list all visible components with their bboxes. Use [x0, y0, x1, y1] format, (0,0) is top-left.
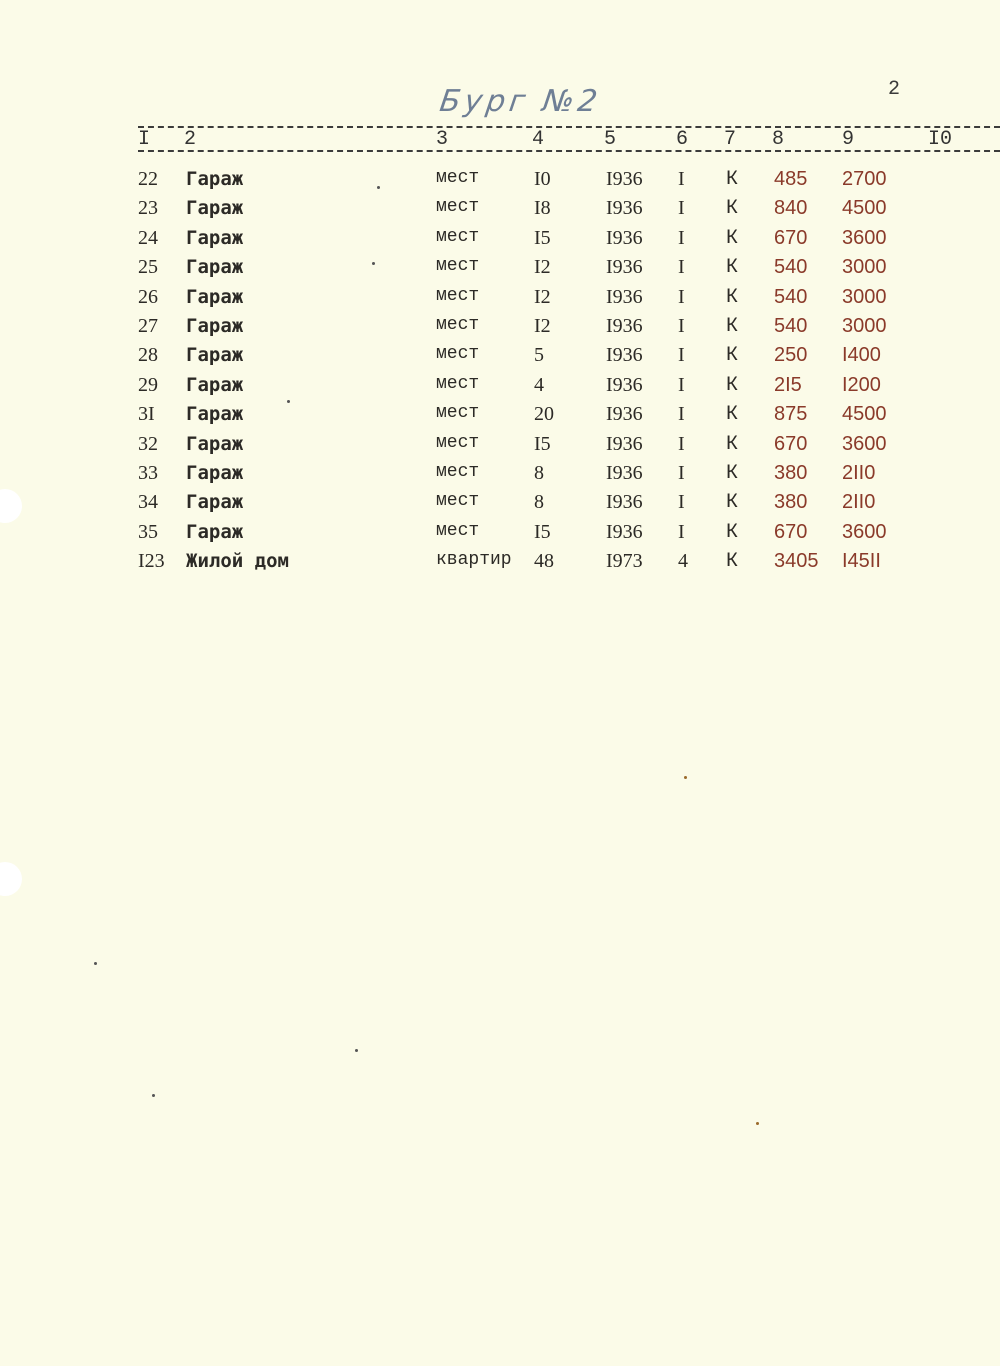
object-name: Гараж: [186, 344, 244, 367]
unit: мест: [436, 256, 480, 277]
quantity: 20: [534, 403, 554, 426]
unit: мест: [436, 520, 480, 541]
row-number: 32: [138, 432, 158, 455]
row-number: 24: [138, 226, 158, 249]
paper-speck: [684, 776, 687, 779]
object-name: Гараж: [186, 403, 244, 426]
handwritten-title: Бург №2: [437, 84, 604, 119]
unit: мест: [436, 432, 480, 453]
column-9-value: 3000: [842, 256, 887, 279]
year-built: I936: [606, 197, 643, 220]
column-9-value: I400: [842, 344, 881, 367]
column-6-value: I: [678, 432, 685, 455]
table-row: [0, 197, 1000, 225]
column-6-value: I: [678, 344, 685, 367]
object-name: Гараж: [186, 285, 244, 308]
quantity: I5: [534, 226, 551, 249]
unit: мест: [436, 285, 480, 306]
column-header: 9: [842, 128, 855, 151]
year-built: I936: [606, 520, 643, 543]
unit: мест: [436, 491, 480, 512]
column-9-value: 4500: [842, 197, 887, 220]
column-header: 6: [676, 128, 689, 151]
table-row: [0, 168, 1000, 196]
row-number: 27: [138, 315, 158, 337]
unit: квартир: [436, 550, 512, 571]
column-7-value: К: [726, 520, 739, 544]
row-number: 25: [138, 256, 158, 279]
column-9-value: 3600: [842, 520, 887, 543]
paper-speck: [94, 962, 97, 965]
column-6-value: I: [678, 197, 685, 220]
object-name: Гараж: [186, 491, 244, 514]
column-9-value: 2II0: [842, 462, 876, 484]
column-8-value: 670: [774, 432, 808, 455]
column-6-value: I: [678, 520, 685, 543]
table-row: [0, 256, 1000, 284]
quantity: I2: [534, 315, 551, 337]
row-number: 26: [138, 285, 158, 308]
column-7-value: К: [726, 550, 739, 574]
column-header: 8: [772, 128, 785, 151]
column-9-value: 2II0: [842, 491, 876, 514]
column-7-value: К: [726, 197, 739, 221]
column-8-value: 250: [774, 344, 808, 367]
column-8-value: 485: [774, 168, 808, 190]
quantity: I2: [534, 256, 551, 279]
year-built: I973: [606, 550, 643, 573]
column-header: I0: [928, 128, 953, 151]
year-built: I936: [606, 226, 643, 249]
row-number: 35: [138, 520, 158, 543]
object-name: Гараж: [186, 520, 244, 543]
table-row: [0, 403, 1000, 431]
column-7-value: К: [726, 403, 739, 427]
unit: мест: [436, 226, 480, 247]
quantity: 48: [534, 550, 554, 573]
column-7-value: К: [726, 285, 739, 309]
quantity: 5: [534, 344, 544, 367]
column-7-value: К: [726, 373, 739, 397]
table-row: [0, 286, 1000, 314]
column-8-value: 670: [774, 226, 808, 249]
column-7-value: К: [726, 344, 739, 368]
unit: мест: [436, 403, 480, 424]
object-name: Гараж: [186, 462, 244, 484]
quantity: I5: [534, 520, 551, 543]
quantity: I8: [534, 197, 551, 220]
table-row: [0, 462, 1000, 490]
column-7-value: К: [726, 432, 739, 456]
column-8-value: 3405: [774, 550, 819, 573]
year-built: I936: [606, 373, 643, 396]
quantity: 8: [534, 462, 544, 484]
column-9-value: 3600: [842, 432, 887, 455]
object-name: Жилой дом: [186, 550, 289, 573]
unit: мест: [436, 315, 480, 335]
column-6-value: I: [678, 168, 685, 190]
unit: мест: [436, 373, 480, 394]
column-8-value: 2I5: [774, 373, 802, 396]
column-8-value: 670: [774, 520, 808, 543]
row-number: 29: [138, 373, 158, 396]
column-9-value: 3600: [842, 226, 887, 249]
object-name: Гараж: [186, 432, 244, 455]
column-8-value: 875: [774, 403, 808, 426]
quantity: 4: [534, 373, 544, 396]
row-number: 34: [138, 491, 158, 514]
object-name: Гараж: [186, 373, 244, 396]
table-row: [0, 550, 1000, 578]
column-header: 5: [604, 128, 617, 151]
column-header: I: [138, 128, 151, 151]
quantity: 8: [534, 491, 544, 514]
column-8-value: 840: [774, 197, 808, 220]
row-number: 22: [138, 168, 158, 190]
column-header: 7: [724, 128, 737, 151]
column-7-value: К: [726, 168, 739, 191]
column-6-value: I: [678, 491, 685, 514]
column-8-value: 540: [774, 315, 808, 337]
row-number: 33: [138, 462, 158, 484]
column-9-value: 4500: [842, 403, 887, 426]
unit: мест: [436, 168, 480, 188]
object-name: Гараж: [186, 226, 244, 249]
paper-speck: [355, 1049, 358, 1052]
column-7-value: К: [726, 256, 739, 280]
page-number: 2: [888, 78, 901, 101]
column-7-value: К: [726, 226, 739, 250]
object-name: Гараж: [186, 197, 244, 220]
column-6-value: I: [678, 226, 685, 249]
column-7-value: К: [726, 315, 739, 338]
unit: мест: [436, 197, 480, 218]
column-6-value: I: [678, 373, 685, 396]
table-row: [0, 315, 1000, 343]
year-built: I936: [606, 462, 643, 484]
column-header: 4: [532, 128, 545, 151]
column-8-value: 380: [774, 491, 808, 514]
table-row: [0, 521, 1000, 549]
row-number: 3I: [138, 403, 155, 426]
column-9-value: 2700: [842, 168, 887, 190]
year-built: I936: [606, 285, 643, 308]
column-header: 2: [184, 128, 197, 151]
table-row: [0, 227, 1000, 255]
column-6-value: I: [678, 403, 685, 426]
column-9-value: I200: [842, 373, 881, 396]
year-built: I936: [606, 168, 643, 190]
table-row: [0, 491, 1000, 519]
year-built: I936: [606, 256, 643, 279]
column-9-value: 3000: [842, 285, 887, 308]
column-6-value: I: [678, 285, 685, 308]
column-6-value: I: [678, 315, 685, 337]
column-6-value: 4: [678, 550, 688, 573]
row-number: 28: [138, 344, 158, 367]
column-9-value: I45II: [842, 550, 881, 573]
column-6-value: I: [678, 256, 685, 279]
quantity: I2: [534, 285, 551, 308]
header-rule-bottom: [138, 150, 1000, 152]
table-row: [0, 433, 1000, 461]
unit: мест: [436, 344, 480, 365]
column-6-value: I: [678, 462, 685, 484]
column-header: 3: [436, 128, 449, 151]
paper-speck: [756, 1122, 759, 1125]
column-9-value: 3000: [842, 315, 887, 337]
table-row: [0, 344, 1000, 372]
year-built: I936: [606, 403, 643, 426]
header-rule-top: [138, 126, 1000, 128]
object-name: Гараж: [186, 315, 244, 337]
object-name: Гараж: [186, 256, 244, 279]
punch-hole: [0, 862, 22, 896]
unit: мест: [436, 462, 480, 482]
column-8-value: 540: [774, 285, 808, 308]
object-name: Гараж: [186, 168, 244, 190]
column-8-value: 380: [774, 462, 808, 484]
table-row: [0, 374, 1000, 402]
column-8-value: 540: [774, 256, 808, 279]
year-built: I936: [606, 432, 643, 455]
year-built: I936: [606, 344, 643, 367]
year-built: I936: [606, 315, 643, 337]
paper-speck: [152, 1094, 155, 1097]
column-7-value: К: [726, 491, 739, 515]
column-7-value: К: [726, 462, 739, 485]
year-built: I936: [606, 491, 643, 514]
quantity: I5: [534, 432, 551, 455]
quantity: I0: [534, 168, 551, 190]
row-number: 23: [138, 197, 158, 220]
row-number: I23: [138, 550, 165, 573]
